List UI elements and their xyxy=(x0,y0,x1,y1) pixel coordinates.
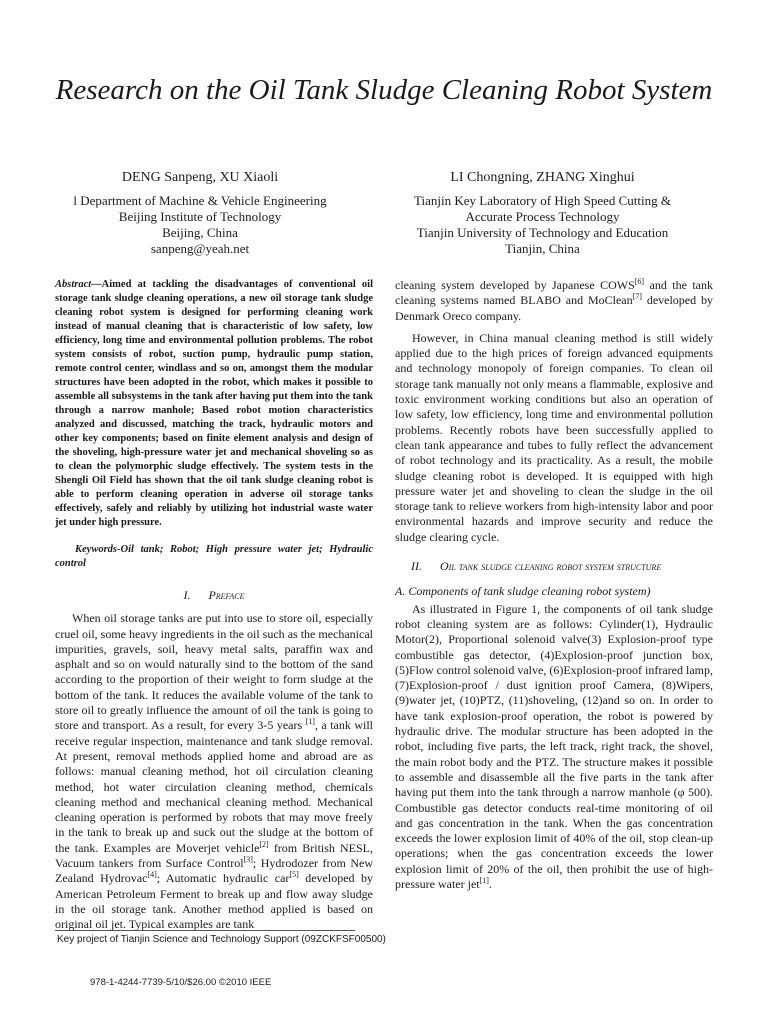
affiliation-line: Tianjin University of Technology and Education xyxy=(416,225,669,240)
section-title: Oil tank sludge cleaning robot system structure xyxy=(440,559,662,574)
author-names: LI Chongning, ZHANG Xinghui xyxy=(450,170,635,185)
author-block-1 xyxy=(55,170,345,257)
citation: [3] xyxy=(243,855,253,865)
right-column xyxy=(395,278,713,892)
section-heading-preface xyxy=(55,588,373,603)
subsection-heading: A. Components of tank sludge cleaning robot system) xyxy=(395,584,651,599)
citation: [2] xyxy=(259,839,269,849)
abstract-label: Abstract xyxy=(55,279,92,290)
affiliation-line: Tianjin Key Laboratory of High Speed Cutting & xyxy=(414,193,671,208)
footnote-rule xyxy=(55,930,355,931)
citation: [7] xyxy=(632,292,642,302)
footnote: Key project of Tianjin Science and Technology Support (09ZCKFSF00500) xyxy=(57,934,386,945)
paragraph: However, in China manual cleaning method is still widely applied due to the high prices of foreign advanced equipments and technology monopoly of foreign companies. To clean oil storage tank manually not only means a flammable, explosive and toxic environment working conditions but also an operation of low safety, low efficiency, long time and environmental pollution problems. Recently robots have been successfully applied to clean tank appearance and tubes to fully reflect the advancement of robot technology and its practicality. As a result, the mobile sludge cleaning robot is developed. It is equipped with high pressure water jet and shoveling to clean the sludge in the oil storage tank to relieve workers from high-intensity labor and poor environmental hazards and improve security and reduce the sludge clearing cycle. xyxy=(395,330,713,544)
affiliation-line: Beijing, China xyxy=(162,225,238,240)
citation: [1] xyxy=(479,875,489,885)
citation: [5] xyxy=(289,870,299,880)
section-number: I. xyxy=(183,588,191,602)
abstract xyxy=(55,278,373,530)
section-title: Preface xyxy=(208,588,245,602)
keywords: Keywords-Oil tank; Robot; High pressure water jet; Hydraulic control xyxy=(55,544,373,569)
section-number: II. xyxy=(411,559,422,574)
affiliation-line: l Department of Machine & Vehicle Engineering xyxy=(73,193,327,208)
citation: [1] xyxy=(305,717,315,727)
affiliation-line: Accurate Process Technology xyxy=(465,209,620,224)
author-names: DENG Sanpeng, XU Xiaoli xyxy=(121,170,279,185)
copyright-line: 978-1-4244-7739-5/10/$26.00 ©2010 IEEE xyxy=(90,977,272,988)
affiliation-line: Tianjin, China xyxy=(505,241,580,256)
affiliation-line: Beijing Institute of Technology xyxy=(118,209,282,224)
paragraph: cleaning system developed by Japanese COWS[6] and the tank cleaning systems named BLABO and MoClean[7] developed by Denmark Oreco company. xyxy=(395,277,714,323)
author-email: sanpeng@yeah.net xyxy=(150,241,250,256)
left-column xyxy=(55,278,373,933)
section-heading-structure xyxy=(411,559,713,574)
paragraph: As illustrated in Figure 1, the components of oil tank sludge robot cleaning system are as follows: Cylinder(1), Hydraulic Motor(2), Proportional solenoid valve(3) Explosion-proof type combustible gas detector, (4)Explosion-proof junction box, (5)Flow control solenoid valve, (6)Explosion-proof infrared lamp, (7)Explosion-proof / dust ignition proof Camera, (8)Wipers, (9)water jet, (10)PTZ, (11)shoveling, (12)and so on. In order to have tank explosion-proof operation, the robot is powered by hydraulic drive. The modular structure has been adopted in the robot, including five parts, the left track, right track, the shovel, the main robot body and the PTZ. The structure makes it possible to assemble and disassemble all the five parts in the tank after having put them into the tank through a narrow manhole (φ 500). Combustible gas detector conducts real-time monitoring of oil and gas concentration in the tank. When the gas concentration exceeds the lower explosion limit of 40% of the oil, stop clean-up operations; when the gas concentration exceeds the lower explosion limit of 20% of the oil, then prohibit the use of high-pressure water jet[1]. xyxy=(395,601,713,891)
abstract-text: —Aimed at tackling the disadvantages of conventional oil storage tank sludge cleaning operations, a new oil storage tank sludge cleaning robot system is designed for performing cleaning work instead of manual cleaning that is characteristic of low safety, low efficiency, long time and environmental pollution problems. The robot system consists of robot, suction pump, hydraulic pump station, remote control center, windlass and so on, amongst them the modular structures have been adopted in the robot, which makes it possible to assemble all subsystems in the tank after having put them into the tank through a narrow manhole; Based robot motion characteristics analyzed and discussed, matching the track, hydraulic motors and other key components; based on finite element analysis and design of the shoveling, high-pressure water jet and mechanical shoveling so as to clean the polymorphic sludge effectively. The system tests in the Shengli Oil Field has shown that the oil tank sludge cleaning robot is able to perform cleaning operation in adverse oil storage tanks effectively, safely and reliably by utilizing hot industrial waste water jet under high pressure. xyxy=(55,279,373,528)
paper-title: Research on the Oil Tank Sludge Cleaning Robot System xyxy=(55,74,713,106)
citation: [4] xyxy=(147,870,157,880)
author-block-2 xyxy=(395,170,690,257)
citation: [6] xyxy=(634,277,645,286)
paragraph: When oil storage tanks are put into use to store oil, especially cruel oil, some heavy ingredients in the oil such as the mechanical impurities, gravels, soil, heavy metal salts, paraffin wax and asphalt and so on would naturally sind to the bottom of the sand according to the proportion of their weight to form sludge at the bottom of the tank. It reduces the available volume of the tank to store oil to greatly influence the amount of oil the tank is going to store and transport. As a result, for every 3-5 years [1], a tank will receive regular inspection, maintenance and tank sludge removal. At present, removal methods applied home and abroad are as follows: manual cleaning method, hot oil circulation cleaning method, hot water circulation cleaning method, chemicals cleaning method and mechanical cleaning method. Mechanical cleaning operation is performed by robots that may move freely in the tank to break up and suck out the sludge at the bottom of the tank. Examples are Moverjet vehicle[2] from British NESL, Vacuum tankers from Surface Control[3]; Hydrodozer from New Zealand Hydrovac[4]; Automatic hydraulic car[5] developed by American Petroleum Ferment to break up and flow away sludge in the oil storage tank. Another method applied is based on original oil jet. Typical examples are tank xyxy=(55,611,373,932)
